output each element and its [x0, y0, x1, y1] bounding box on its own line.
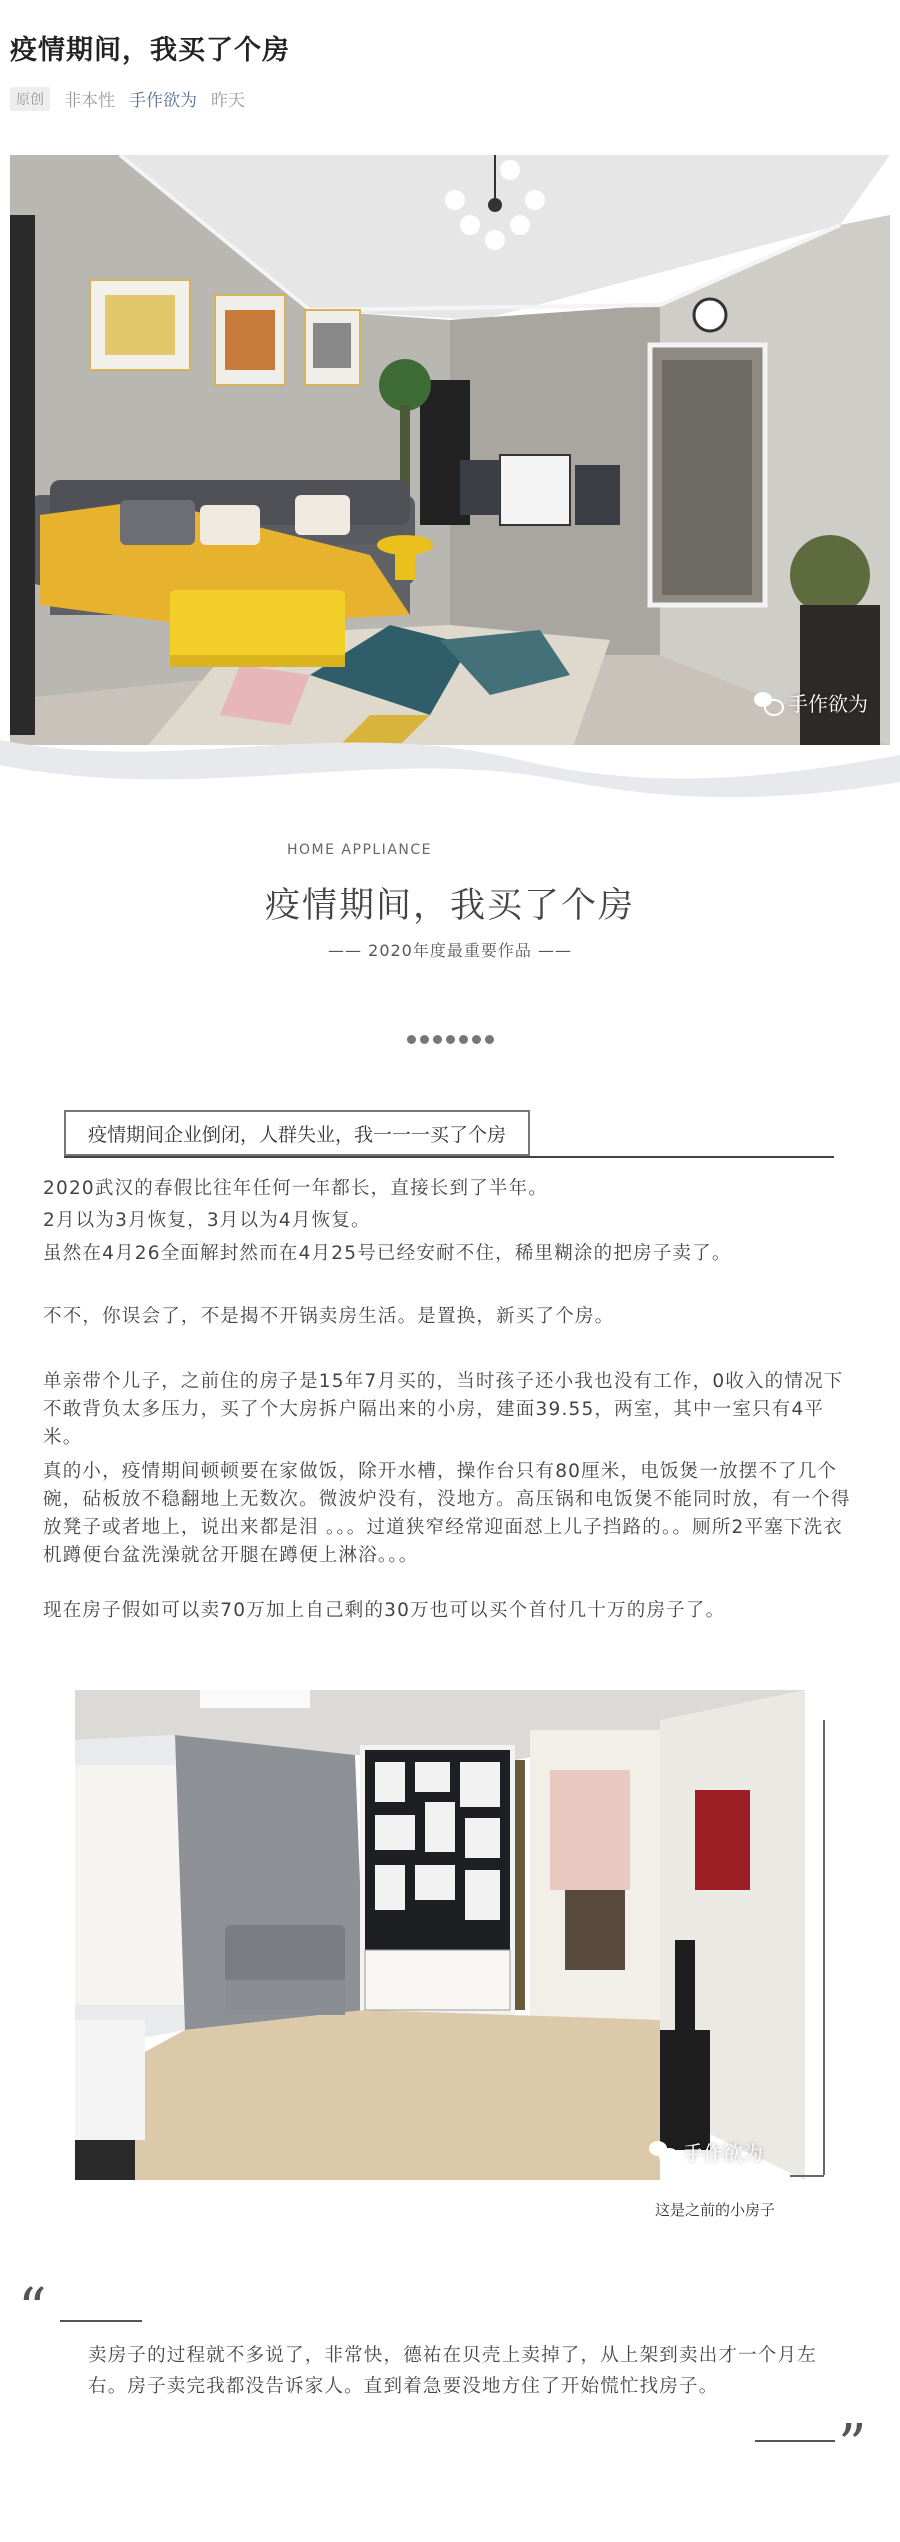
- eyebrow-text: HOME APPLIANCE: [287, 842, 432, 858]
- photo-watermark: [649, 2137, 763, 2166]
- divider-dot: [433, 1035, 442, 1044]
- divider-dot: [420, 1035, 429, 1044]
- boxed-quote: 疫情期间企业倒闭，人群失业，我一一一买了个房: [64, 1110, 530, 1156]
- close-quote-mark: ”: [838, 2413, 867, 2478]
- article-title: 疫情期间，我买了个房: [10, 35, 290, 66]
- photo-frame-line: [790, 2175, 824, 2177]
- old-apartment-photo[interactable]: [75, 1690, 805, 2180]
- body-paragraph: 现在房子假如可以卖70万加上自己剩的30万也可以买个首付几十万的房子了。: [43, 1600, 726, 1621]
- body-paragraph: 2020武汉的春假比往年任何一年都长，直接长到了半年。: [43, 1178, 548, 1199]
- quote-line: [60, 2320, 142, 2322]
- author-name: 非本性: [64, 91, 115, 111]
- section-headline: 疫情期间，我买了个房: [264, 886, 635, 926]
- boxed-quote-underline: [64, 1156, 834, 1158]
- photo-caption: 这是之前的小房子: [655, 2201, 776, 2219]
- original-badge: 原创: [10, 87, 50, 111]
- watermark-text: 手作欲为: [788, 692, 868, 716]
- divider-dot: [446, 1035, 455, 1044]
- divider-dot: [485, 1035, 494, 1044]
- dots-divider: [0, 1035, 900, 1044]
- living-room-illustration: [10, 155, 890, 745]
- article-meta: [10, 86, 245, 111]
- photo-watermark: [754, 688, 868, 717]
- body-paragraph: 真的小，疫情期间顿顿要在家做饭，除开水槽，操作台只有80厘米，电饭煲一放摆不了几个碗，砧板放不稳翻地上无数次。微波炉没有，没地方。高压锅和电饭煲不能同时放，有一个得放凳子或者地上，说出来都是泪 。。。过道狭窄经常迎面怼上儿子挡路的。。厕所2平塞下洗衣机蹲便台盆洗澡就岔开腿在蹲便上淋浴。。。: [43, 1461, 851, 1566]
- body-paragraph: 单亲带个儿子，之前住的房子是15年7月买的，当时孩子还小我也没有工作，0收入的情况下不敢背负太多压力，买了个大房拆户隔出来的小房，建面39.55，两室，其中一室只有4平米。: [43, 1371, 844, 1448]
- quote-line: [755, 2440, 835, 2442]
- watermark-text: 手作欲为: [683, 2141, 763, 2165]
- body-paragraph: 虽然在4月26全面解封然而在4月25号已经安耐不住，稀里糊涂的把房子卖了。: [43, 1243, 732, 1264]
- body-paragraph: 2月以为3月恢复，3月以为4月恢复。: [43, 1210, 371, 1231]
- publish-time: 昨天: [211, 91, 245, 111]
- closing-quote-text: 卖房子的过程就不多说了，非常快，德祐在贝壳上卖掉了，从上架到卖出才一个月左右。房子卖完我都没告诉家人。直到着急要没地方住了开始慌忙找房子。: [88, 2345, 817, 2397]
- wechat-icon: [754, 692, 782, 714]
- divider-dot: [472, 1035, 481, 1044]
- divider-dot: [407, 1035, 416, 1044]
- photo-frame-line: [823, 1720, 825, 2175]
- old-apartment-illustration: [75, 1690, 805, 2180]
- body-paragraph: 不不，你误会了，不是揭不开锅卖房生活。是置换，新买了个房。: [43, 1306, 615, 1327]
- wechat-icon: [649, 2141, 677, 2163]
- section-subline: —— 2020年度最重要作品 ——: [328, 941, 572, 960]
- wave-divider: [0, 720, 900, 810]
- account-link[interactable]: 手作欲为: [129, 91, 197, 111]
- open-quote-mark: “: [18, 2277, 47, 2342]
- divider-dot: [459, 1035, 468, 1044]
- living-room-photo[interactable]: [10, 155, 890, 745]
